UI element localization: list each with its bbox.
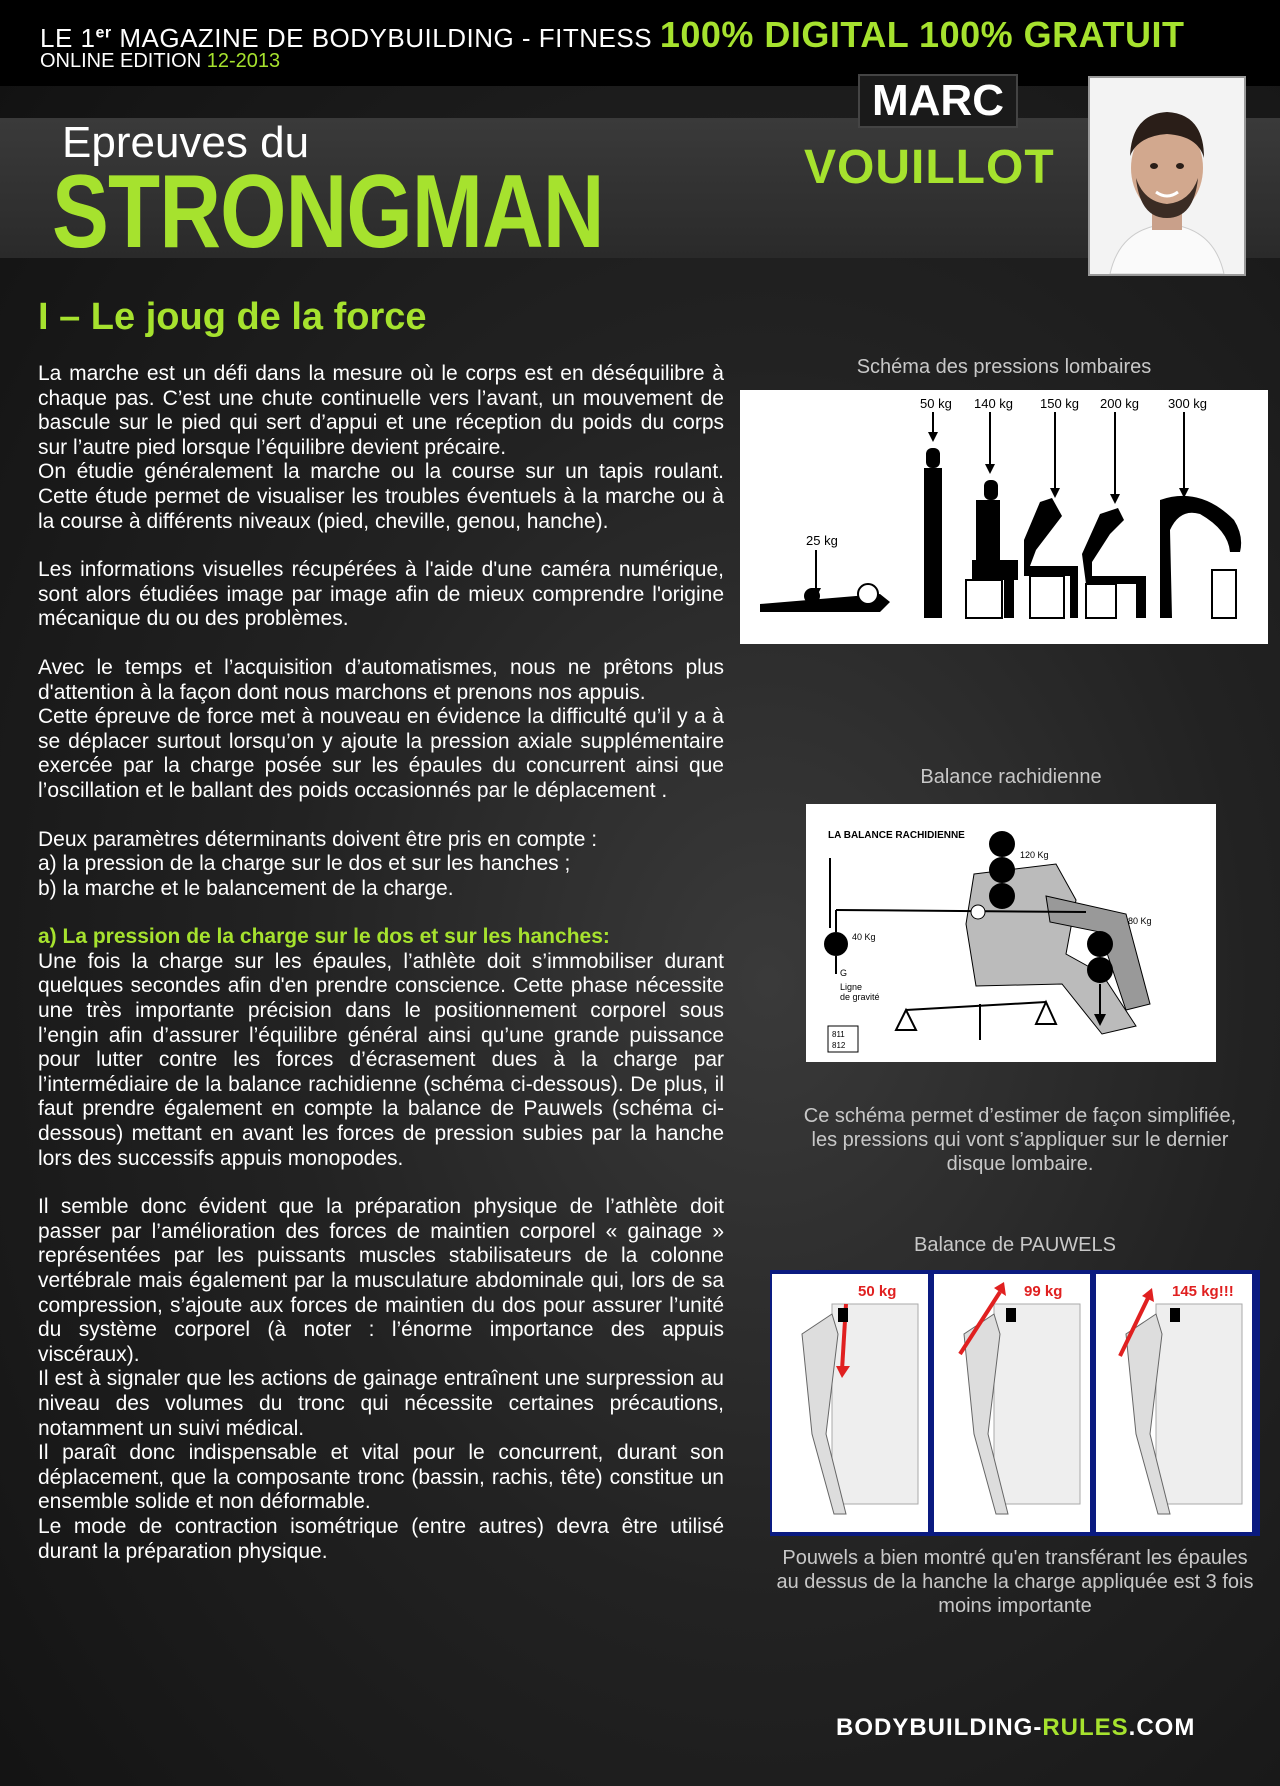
paragraph: Il est à signaler que les actions de gainage entraînent une surpression au niveau des volumes du tronc qui nécessite certaines précautions, notamment un suivi médical. — [38, 1367, 724, 1440]
paragraph: a) la pression de la charge sur le dos et sur les hanches ; — [38, 852, 571, 876]
section-title: I – Le joug de la force — [38, 296, 427, 338]
figure3-caption: Pouwels a bien montré qu'en transférant les épaules au dessus de la hanche la charge appliquée est 3 fois moins importante — [776, 1547, 1254, 1617]
fig1-label: 140 kg — [974, 396, 1014, 411]
paragraph: Il semble donc évident que la préparation physique de l’athlète doit passer par l’amélioration des forces de maintien corporel « gainage » représentées par les puissants muscles stabilisateurs de la colonne vertébrale mais également par la musculature abdominale qui, lors de sa compression, s’ajoute aux forces de maintien du dos pour assurer l’unité du système corporel (à noter : l’énorme importance des appuis viscéraux). — [38, 1195, 724, 1366]
pauwels-label: 99 kg — [1024, 1283, 1063, 1300]
author-photo — [1088, 76, 1246, 276]
figure2-caption: Ce schéma permet d’estimer de façon simplifiée, les pressions qui vont s’appliquer sur le dernier disque lombaire. — [803, 1105, 1237, 1175]
paragraph: Une fois la charge sur les épaules, l’athlète doit s’immobiliser durant quelques secondes afin d'en prendre conscience. Cette phase nécessite une très importante précision dans le positionnement corporel sous l’engin afin d’assurer l’équilibre général ainsi qu’une grande puissance pour lutter contre les forces d’écrasement dues à la charge par l’intermédiaire de la balance rachidienne (schéma ci-dessous). De plus, il faut prendre également en compte la balance de Pauwels (schéma ci-dessous) mettant en avant les forces de pression subies par la hanche lors des successifs appuis monopodes. — [38, 949, 724, 1170]
figure2-spinal-balance-diagram — [806, 804, 1216, 1062]
fig2-label: 811 — [832, 1030, 845, 1039]
paragraph: Les informations visuelles récupérées à l'aide d'une caméra numérique, sont alors étudiées image par image afin de mieux comprendre l'origine mécanique du ou des problèmes. — [38, 558, 724, 631]
paragraph: Avec le temps et l’acquisition d’automatismes, nous ne prêtons plus d'attention à la façon dont nous marchons et prenons nos appuis. — [38, 655, 724, 704]
figure1-title: Schéma des pressions lombaires — [856, 356, 1152, 378]
figure2-title: Balance rachidienne — [920, 766, 1102, 788]
article-body — [38, 362, 724, 1564]
pauwels-label: 145 kg!!! — [1172, 1283, 1234, 1300]
fig2-label: Ligne — [840, 982, 863, 992]
fig2-inner-title: LA BALANCE RACHIDIENNE — [828, 830, 965, 841]
magazine-tagline: LE 1er MAGAZINE DE BODYBUILDING - FITNESS 100% DIGITAL 100% GRATUIT — [40, 14, 1185, 55]
site-footer: BODYBUILDING-RULES.COM — [836, 1714, 1196, 1741]
fig2-label: 120 Kg — [1020, 850, 1049, 860]
figure1-lumbar-pressure-diagram — [740, 390, 1268, 644]
tagline-highlight: 100% DIGITAL 100% GRATUIT — [659, 14, 1185, 55]
edition-label: ONLINE EDITION 12-2013 — [40, 50, 281, 72]
page-title: STRONGMAN — [52, 154, 604, 270]
fig1-label: 150 kg — [1040, 396, 1080, 411]
fig2-label: 812 — [832, 1041, 846, 1050]
fig2-label: G — [840, 968, 848, 978]
title-pre: Epreuves du — [62, 118, 310, 167]
paragraph: La marche est un défi dans la mesure où le corps est en déséquilibre à chaque pas. C’est une chute continuelle vers l’avant, un mouvement de bascule sur le pied qui sert d’appui et une réception du poids du corps sur l’autre pied lorsque l’équilibre devient précaire. — [38, 362, 724, 459]
fig2-label: de gravité — [840, 992, 880, 1002]
fig1-label: 50 kg — [920, 396, 952, 411]
paragraph: Il paraît donc indispensable et vital pour le concurrent, durant son déplacement, que la composante tronc (bassin, rachis, tête) constitue un ensemble solide et non déformable. — [38, 1441, 724, 1514]
pauwels-panel-3 — [1096, 1274, 1252, 1532]
author-firstname: MARC — [872, 76, 1004, 125]
paragraph: Deux paramètres déterminants doivent être pris en compte : — [38, 827, 598, 851]
figure3-title: Balance de PAUWELS — [914, 1234, 1116, 1256]
pauwels-panel-2 — [934, 1274, 1090, 1532]
pauwels-label: 50 kg — [858, 1283, 897, 1300]
fig2-label: 80 Kg — [1128, 916, 1152, 926]
paragraph: Cette épreuve de force met à nouveau en évidence la difficulté qu’il y a à se déplacer surtout lorsqu’on y ajoute la pression axiale supplémentaire exercée par la charge posée sur les épaules du concurrent ainsi que l’oscillation et le ballant des poids occasionnés par le déplacement . — [38, 705, 724, 802]
fig1-label: 25 kg — [806, 533, 838, 548]
fig1-label: 200 kg — [1100, 396, 1140, 411]
fig2-label: 40 Kg — [852, 932, 876, 942]
author-lastname: VOUILLOT — [804, 141, 1055, 194]
subsection-title: a) La pression de la charge sur le dos et sur les hanches: — [38, 925, 610, 949]
paragraph: On étudie généralement la marche ou la course sur un tapis roulant. Cette étude permet de visualiser les troubles éventuels à la marche ou à la course à différents niveaux (pied, cheville, genou, hanche). — [38, 460, 724, 533]
paragraph: Le mode de contraction isométrique (entre autres) devra être utilisé durant la préparation physique. — [38, 1514, 724, 1563]
fig1-label: 300 kg — [1168, 396, 1208, 411]
figure3-pauwels-balance-diagram — [770, 1270, 1260, 1536]
paragraph: b) la marche et le balancement de la charge. — [38, 876, 454, 900]
pauwels-panel-1 — [772, 1274, 928, 1532]
